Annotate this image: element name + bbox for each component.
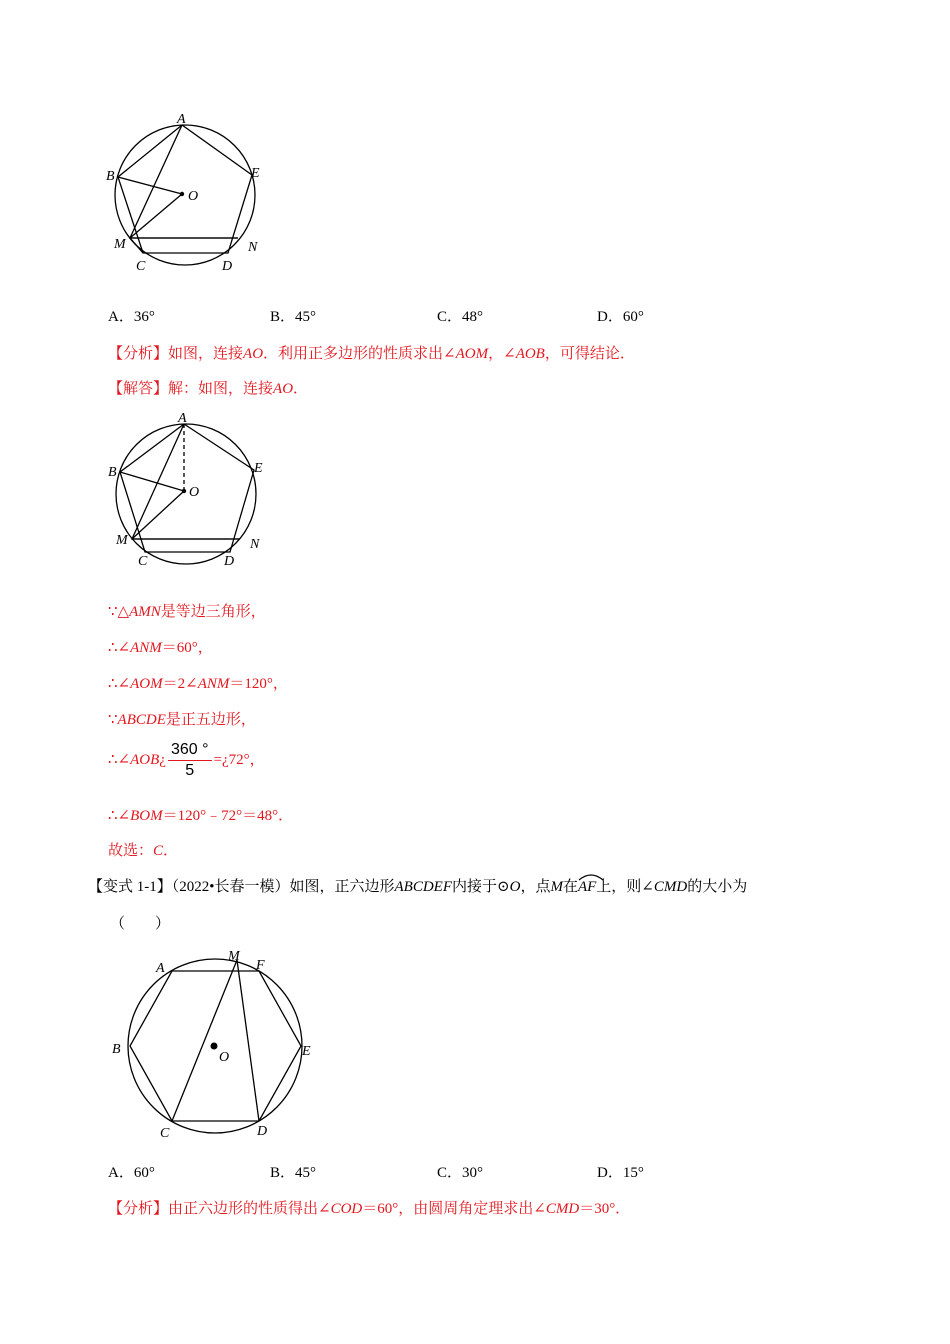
label-a: A — [156, 961, 165, 976]
step-3: ∴∠AOM＝2∠ANM＝120°， — [108, 676, 288, 692]
step-7: 故选：C． — [108, 843, 179, 859]
label-c: C — [136, 259, 146, 274]
q2-analysis: 【分析】由正六边形的性质得出∠COD＝60°，由圆周角定理求出∠CMD＝30°． — [108, 1201, 631, 1217]
hexagon-figure — [105, 945, 325, 1145]
label-e: E — [251, 166, 260, 181]
answer-bracket: （ ） — [110, 916, 171, 932]
arc-hat-icon — [578, 873, 604, 881]
label-a: A — [177, 112, 186, 127]
label-o: O — [188, 189, 199, 204]
segment-om — [130, 194, 182, 238]
label-b: B — [106, 169, 115, 184]
pentagon-figure-2 — [100, 408, 270, 568]
segment-om — [132, 491, 184, 539]
circle-outline — [116, 424, 256, 564]
option-c[interactable]: C．48° — [437, 309, 484, 325]
step-5: ∴∠AOB¿ $\frac{360 ^\circ}{5}$ =¿72°， — [108, 741, 265, 779]
pentagon-figure-1 — [100, 110, 270, 274]
label-n: N — [248, 240, 258, 255]
step-1: ∵△AMN是等边三角形， — [108, 604, 266, 620]
pentagon-abcde — [118, 125, 252, 253]
label-d: D — [222, 259, 233, 274]
label-e: E — [302, 1044, 311, 1059]
label-m: M — [114, 237, 126, 252]
option-a[interactable]: A．36° — [108, 309, 155, 325]
q2-option-c[interactable]: C．30° — [437, 1165, 484, 1181]
triangle-amn — [130, 125, 238, 238]
triangle-amn — [132, 424, 240, 539]
segment-mc — [172, 960, 237, 1121]
segment-md — [237, 960, 259, 1121]
step-6: ∴∠BOM＝120°﹣72°＝48°． — [108, 808, 294, 824]
label-d: D — [257, 1124, 268, 1139]
center-dot — [182, 489, 186, 493]
solution-line: 【解答】解：如图，连接AO． — [108, 381, 309, 397]
label-m: M — [228, 949, 240, 964]
label-d: D — [224, 554, 235, 569]
center-dot — [211, 1043, 218, 1050]
label-o: O — [219, 1050, 230, 1065]
option-d[interactable]: D．60° — [597, 309, 644, 325]
label-f: F — [256, 958, 265, 973]
label-n: N — [250, 537, 260, 552]
center-dot — [180, 192, 184, 196]
q2-option-d[interactable]: D．15° — [597, 1165, 644, 1181]
fraction-360-over-5: $\frac{360 ^\circ}{5}$ — [168, 741, 212, 780]
label-b: B — [108, 465, 117, 480]
option-b[interactable]: B．45° — [270, 309, 317, 325]
label-c: C — [138, 554, 148, 569]
step-2: ∴∠ANM＝60°， — [108, 640, 213, 656]
label-e: E — [254, 461, 263, 476]
question-2-stem: 【变式 1-1】（2022•长春一模）如图，正六边形ABCDEF内接于⊙O，点M在 AF上，则∠CMD的大小为 — [88, 875, 747, 896]
label-a: A — [178, 411, 187, 426]
label-c: C — [160, 1126, 170, 1141]
analysis-line: 【分析】如图，连接AO．利用正多边形的性质求出∠AOM，∠AOB，可得结论． — [108, 346, 635, 362]
step-4: ∵ABCDE是正五边形， — [108, 712, 256, 728]
segment-ob — [118, 177, 182, 194]
label-m: M — [116, 533, 128, 548]
segment-ob — [120, 472, 184, 491]
label-o: O — [189, 485, 200, 500]
arc-af: AF — [578, 879, 596, 896]
label-b: B — [112, 1042, 121, 1057]
q2-option-b[interactable]: B．45° — [270, 1165, 317, 1181]
q2-option-a[interactable]: A．60° — [108, 1165, 155, 1181]
